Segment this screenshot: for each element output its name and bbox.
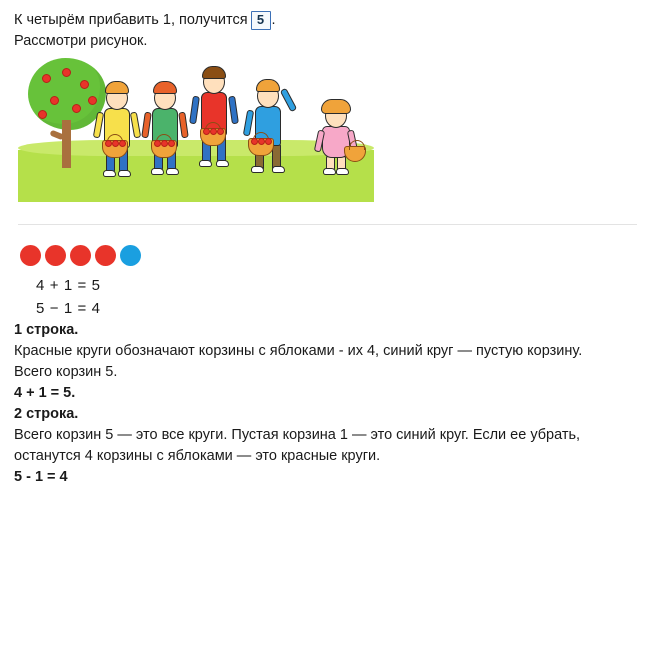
explanation-result-1: 4 + 1 = 5. bbox=[14, 385, 76, 402]
explanation-text-1: Красные круги обозначают корзины с яблоками - их 4, синий круг — пустую корзину. bbox=[14, 343, 583, 360]
basket-2 bbox=[151, 140, 177, 158]
explanation-heading-2: 2 строка. bbox=[14, 406, 79, 423]
child-5-girl bbox=[314, 90, 358, 186]
waving-arm bbox=[280, 88, 297, 112]
explanation-result-2: 5 - 1 = 4 bbox=[14, 469, 68, 486]
illustration-children-baskets bbox=[18, 52, 374, 202]
blue-circle-1 bbox=[120, 245, 141, 266]
equations-block bbox=[36, 275, 641, 320]
red-circle-3 bbox=[70, 245, 91, 266]
section-divider bbox=[18, 224, 637, 225]
red-circle-2 bbox=[45, 245, 66, 266]
answer-input-box[interactable]: 5 bbox=[251, 11, 271, 30]
red-circle-4 bbox=[95, 245, 116, 266]
task-line-1 bbox=[14, 10, 641, 31]
explanation-text-3: Всего корзин 5 — это все круги. Пустая корзина 1 — это синий круг. Если ее убрать, останутся 4 корзины с яблоками — это красные круги. bbox=[14, 427, 581, 465]
equation-1: 4 + 1 = 5 bbox=[36, 277, 101, 295]
child-3 bbox=[190, 66, 238, 186]
child-4 bbox=[244, 74, 292, 186]
circle-model bbox=[20, 245, 641, 266]
equation-2: 5 − 1 = 4 bbox=[36, 299, 101, 317]
basket-4 bbox=[248, 138, 274, 156]
tree-trunk bbox=[62, 120, 71, 168]
task-line-1-text: К четырём прибавить 1, получится bbox=[14, 12, 248, 28]
red-circle-1 bbox=[20, 245, 41, 266]
task-line-1-period: . bbox=[271, 12, 276, 28]
explanation-heading-1: 1 строка. bbox=[14, 322, 79, 339]
basket-1 bbox=[102, 140, 128, 158]
task-line-2: Рассмотри рисунок. bbox=[14, 33, 148, 50]
basket-3 bbox=[200, 128, 226, 146]
explanation-text-2: Всего корзин 5. bbox=[14, 364, 118, 381]
child-1 bbox=[94, 78, 140, 186]
child-2 bbox=[142, 76, 188, 186]
